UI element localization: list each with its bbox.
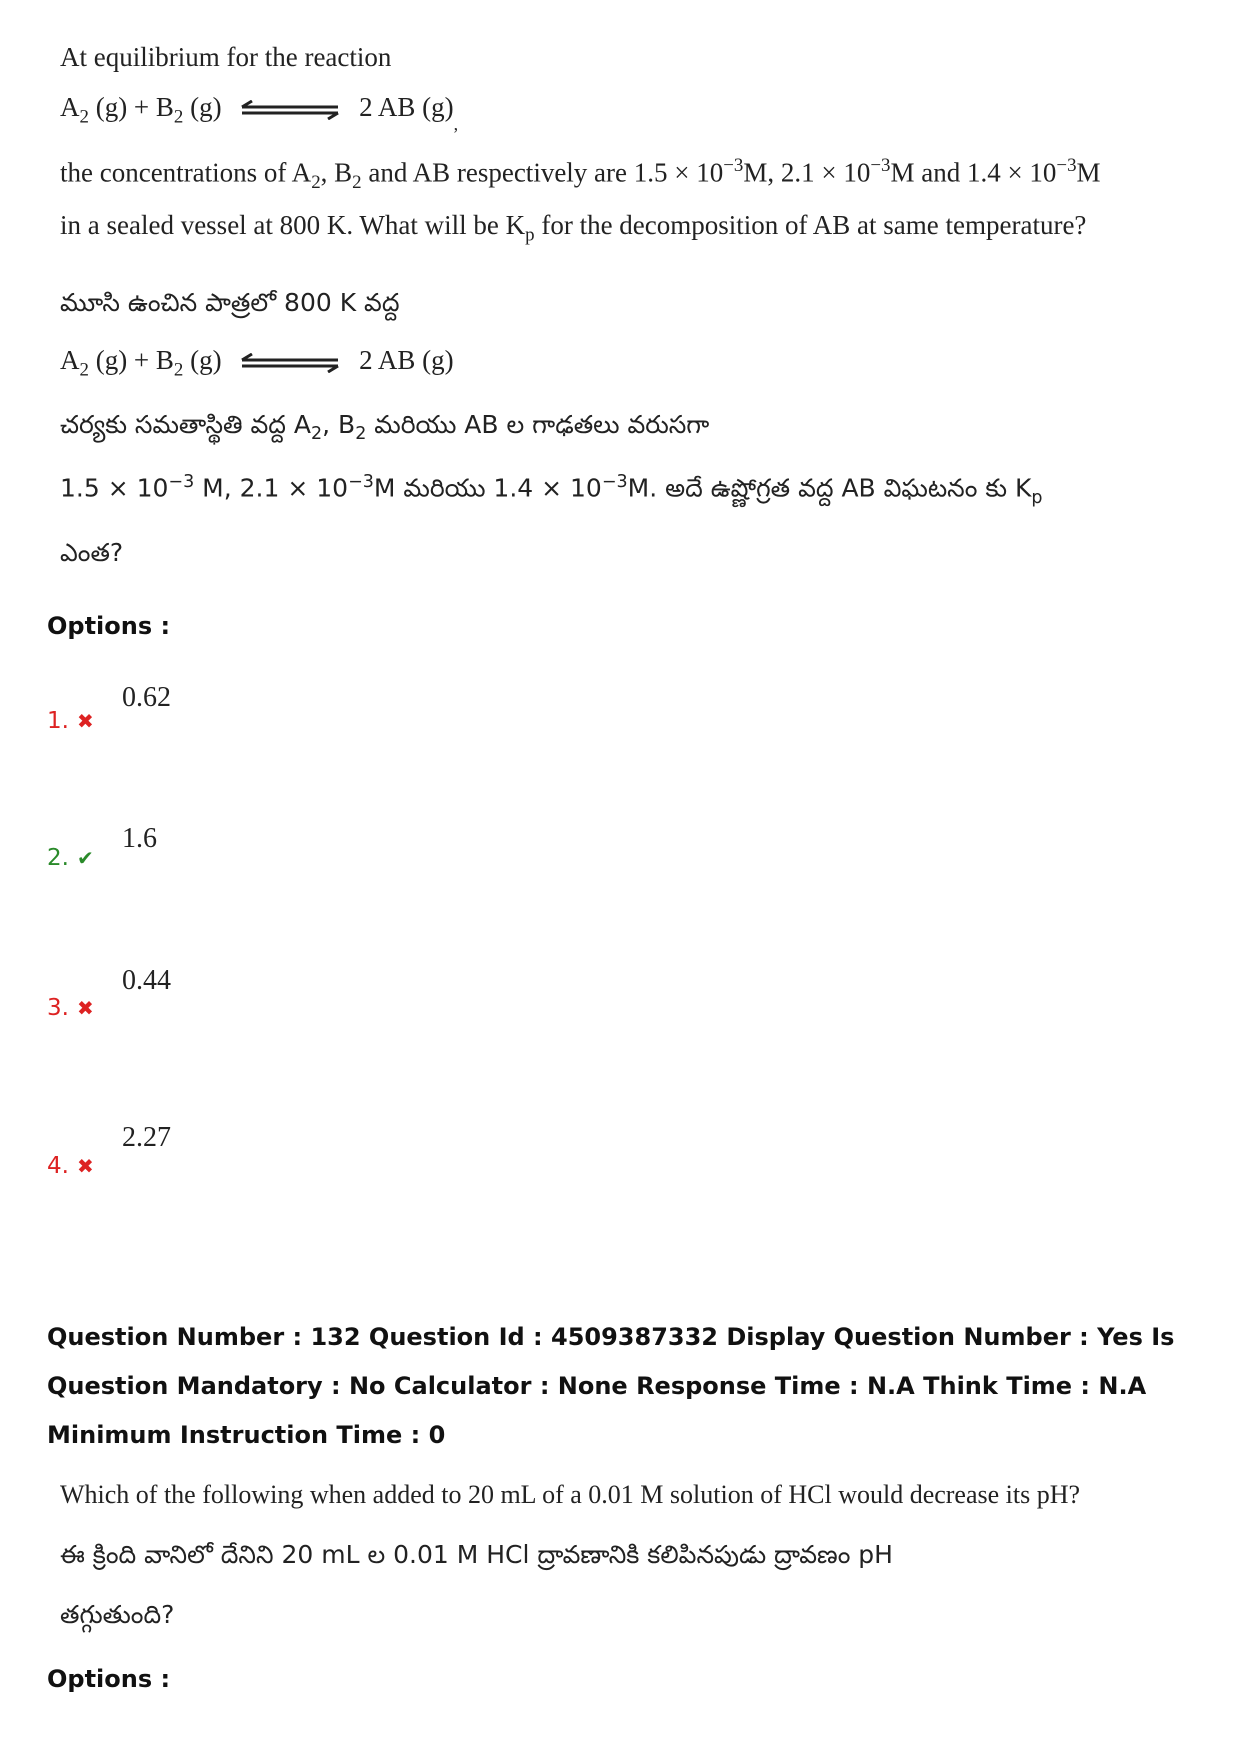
- sub-2: 2: [79, 359, 89, 381]
- telugu-text: మరియు AB ల గాఢతలు వరుసగా: [366, 410, 710, 439]
- sub-2: 2: [355, 424, 367, 445]
- option-number: 3.: [47, 995, 69, 1021]
- q1-reaction: [60, 92, 458, 135]
- q1-telugu-reaction: [60, 345, 454, 382]
- sub-p: p: [1031, 487, 1043, 508]
- conc-text: the concentrations of A: [60, 157, 312, 188]
- option-number: 2.: [47, 845, 69, 871]
- sub-2: 2: [173, 359, 184, 381]
- reaction-g: (g): [190, 92, 222, 122]
- exponent: −3: [870, 155, 891, 176]
- q1-telugu-line4: [60, 472, 1043, 510]
- reaction-right: 2 AB (g): [359, 92, 454, 122]
- reaction-a: A: [60, 345, 80, 375]
- conc-text: M, 2.1 × 10: [743, 157, 871, 188]
- options-label: Options :: [47, 612, 171, 640]
- cross-icon: ✖: [76, 1154, 94, 1178]
- q1-vessel: [60, 210, 1086, 247]
- telugu-text: 1.5 × 10: [60, 473, 169, 503]
- reaction-right: 2 AB (g): [359, 345, 454, 375]
- q2-english: Which of the following when added to 20 mL of a 0.01 M solution of HCl would decrease its pH?: [60, 1480, 1081, 1509]
- option-number: 1.: [47, 708, 69, 734]
- cross-icon: ✖: [76, 709, 94, 733]
- question-meta: Question Number : 132 Question Id : 4509387332 Display Question Number : Yes Is Question Mandatory : No Calculator : None Response Time : N.A Think Time : N.A Minimum Instruction Time : 0: [47, 1323, 1175, 1449]
- option-number: 4.: [47, 1153, 69, 1179]
- checkmark-icon: ✔: [76, 846, 94, 870]
- sub-2: 2: [79, 106, 89, 128]
- option-3-number: [47, 995, 94, 1021]
- telugu-text: M మరియు 1.4 × 10: [373, 473, 602, 503]
- exponent: −3: [723, 155, 744, 176]
- sub-p: p: [525, 224, 535, 246]
- equilibrium-arrow-icon: [240, 353, 340, 373]
- sub-2: 2: [311, 172, 321, 193]
- telugu-text: , B: [322, 410, 356, 439]
- option-4-number: [47, 1153, 94, 1179]
- option-3-value: 0.44: [122, 965, 171, 996]
- vessel-text: in a sealed vessel at 800 K. What will be K: [60, 210, 526, 240]
- option-2-number: [47, 845, 94, 871]
- cross-icon: ✖: [76, 996, 94, 1020]
- q1-concentrations: [60, 155, 1101, 194]
- reaction-mid: (g) + B: [95, 92, 174, 122]
- telugu-text: M, 2.1 × 10: [194, 473, 349, 503]
- option-1-value: 0.62: [122, 682, 171, 713]
- exponent: −3: [601, 472, 628, 492]
- options-label-2: Options :: [47, 1665, 171, 1693]
- sub-2: 2: [311, 424, 323, 445]
- reaction-mid: (g) + B: [95, 345, 174, 375]
- exponent: −3: [168, 472, 195, 492]
- telugu-text: M. అదే ఉష్ణోగ్రత వద్ద AB విఘటనం కు K: [627, 473, 1032, 503]
- sub-2: 2: [173, 106, 184, 128]
- option-1-number: [47, 708, 94, 734]
- telugu-text: చర్యకు సమతాస్థితి వద్ద A: [60, 410, 311, 439]
- sub-2: 2: [352, 172, 362, 193]
- q1-telugu-line1: మూసి ఉంచిన పాత్రలో 800 K వద్ద: [60, 288, 400, 317]
- vessel-text: for the decomposition of AB at same temperature?: [534, 210, 1087, 240]
- conc-text: M: [1076, 157, 1101, 188]
- q1-telugu-line5: ఎంత?: [60, 538, 124, 567]
- exponent: −3: [1056, 155, 1077, 176]
- reaction-comma: ,: [453, 114, 459, 134]
- q1-telugu-line3: [60, 410, 709, 446]
- reaction-g: (g): [190, 345, 222, 375]
- conc-text: and AB respectively are 1.5 × 10: [361, 157, 724, 188]
- conc-text: , B: [320, 157, 353, 188]
- exponent: −3: [348, 472, 374, 492]
- q1-intro: At equilibrium for the reaction: [60, 42, 392, 72]
- q2-telugu-line2: తగ్గుతుంది?: [60, 1600, 175, 1629]
- equilibrium-arrow-icon: [240, 100, 340, 120]
- conc-text: M and 1.4 × 10: [890, 157, 1057, 188]
- q2-telugu-line1: ఈ క్రింది వానిలో దేనిని 20 mL ల 0.01 M HCl ద్రావణానికి కలిపినపుడు ద్రావణం pH: [60, 1540, 893, 1569]
- option-2-value: 1.6: [122, 823, 157, 854]
- reaction-a: A: [60, 92, 80, 122]
- option-4-value: 2.27: [122, 1122, 171, 1153]
